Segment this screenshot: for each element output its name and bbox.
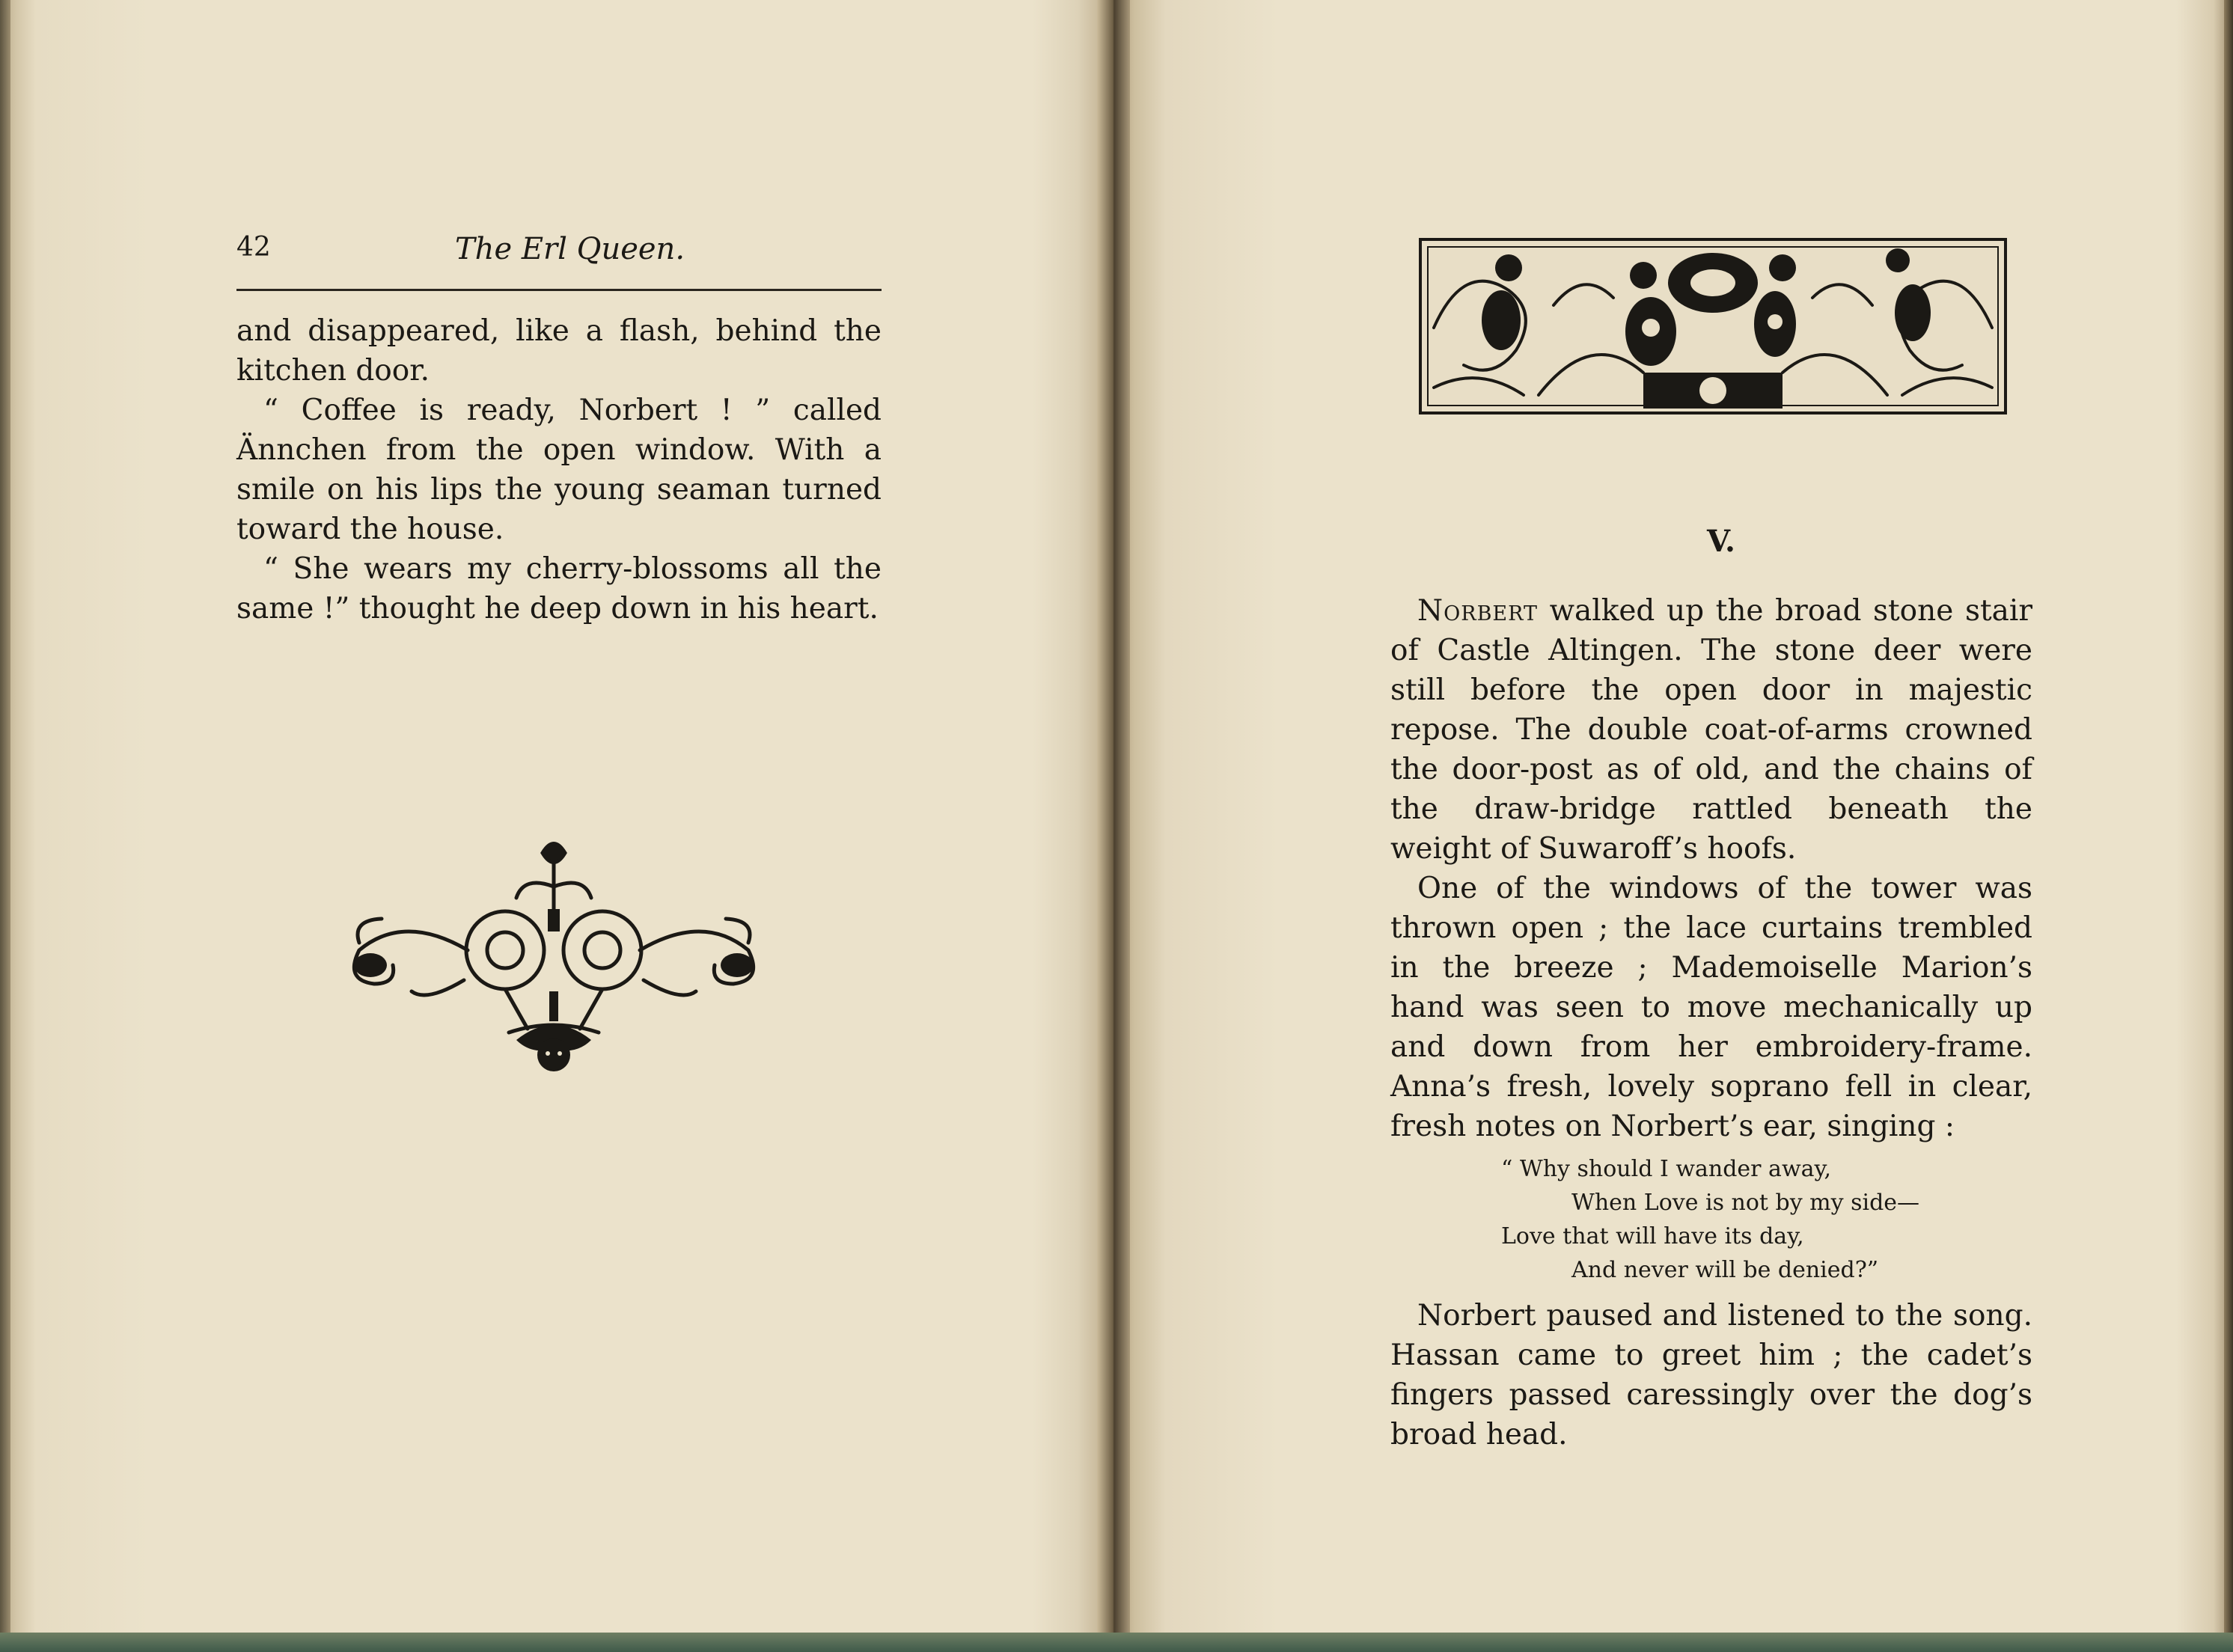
verse-line: And never will be denied?”	[1571, 1257, 1879, 1283]
verse-block	[1390, 1152, 2032, 1287]
header-rule	[236, 289, 882, 291]
cover-cloth	[0, 1633, 2233, 1652]
paragraph-text: walked up the broad stone stair of Castle Altingen. The stone deer were still before the open door in majestic repose. The double coat-of-arms crowned the door-post as of old, and the chains of the draw-bridge rattled beneath the weight of Suwaroff’s hoofs.	[1390, 594, 2032, 866]
paragraph: “ Coffee is ready, Norbert ! ” called Ännchen from the open window. With a smile on his lips the young seaman turned toward the house.	[236, 394, 882, 546]
paragraph: “ She wears my cherry-blossoms all the same !” thought he deep down in his heart.	[236, 552, 882, 625]
paragraph: Norbert paused and listened to the song. Hassan came to greet him ; the cadet’s fingers passed caressingly over the dog’s broad head.	[1390, 1299, 2032, 1451]
tailpiece-ornament-icon	[329, 830, 778, 1077]
running-title: The Erl Queen.	[455, 232, 685, 266]
book-gutter	[1097, 0, 1130, 1652]
right-page-text	[1390, 591, 2032, 1454]
chapter-headpiece-ornament-icon	[1419, 238, 2007, 414]
page-number: 42	[236, 232, 271, 263]
paragraph: and disappeared, like a flash, behind the kitchen door.	[236, 314, 882, 388]
page-edge-left	[0, 0, 10, 1652]
paragraph: One of the windows of the tower was thrown open ; the lace curtains trembled in the breeze ; Mademoiselle Marion’s hand was seen to move mechanically up and down from her embroidery-frame. Anna’s fresh, lovely soprano fell in clear, fresh notes on Norbert’s ear, singing :	[1390, 872, 2032, 1143]
chapter-number: V.	[1707, 524, 1735, 559]
chapter-opening-word: Norbert	[1417, 594, 1539, 628]
verse-line: “ Why should I wander away,	[1501, 1156, 1832, 1182]
left-page-text	[236, 311, 882, 628]
paragraph	[1390, 591, 2032, 869]
verse-line: When Love is not by my side—	[1571, 1190, 1920, 1216]
running-head	[236, 229, 882, 266]
verse-line: Love that will have its day,	[1501, 1223, 1804, 1249]
page-edge-right	[2224, 0, 2233, 1652]
